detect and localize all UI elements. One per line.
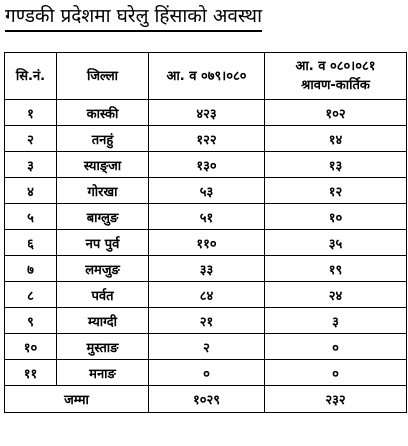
cell-year-a: २ [149,334,265,360]
header-sn: सि.नं. [5,53,57,100]
header-year-b [265,53,407,100]
cell-year-a: ५३ [149,178,265,204]
cell-year-a: ११० [149,230,265,256]
cell-district: गोरखा [57,178,149,204]
cell-district: पर्वत [57,282,149,308]
table-header-row [5,53,407,100]
cell-year-b: १३ [265,152,407,178]
cell-district: स्याङ्जा [57,152,149,178]
table-row [5,100,407,126]
cell-sn: ९ [5,308,57,334]
cell-year-b: ३५ [265,230,407,256]
table-row [5,334,407,360]
cell-year-b: १२ [265,178,407,204]
total-year-b: २३२ [265,386,407,413]
table-body [5,100,407,386]
table-row [5,178,407,204]
cell-sn: ३ [5,152,57,178]
table-row [5,282,407,308]
cell-district: म्याग्दी [57,308,149,334]
header-year-b-line2: श्रावण-कार्तिक [301,78,370,93]
cell-year-a: ० [149,360,265,386]
cell-sn: ८ [5,282,57,308]
cell-sn: ११ [5,360,57,386]
cell-year-b: ३ [265,308,407,334]
cell-sn: १ [5,100,57,126]
total-label: जम्मा [5,386,149,413]
cell-year-b: ० [265,360,407,386]
cell-district: मनाङ [57,360,149,386]
cell-year-b: ० [265,334,407,360]
cell-district: नप पुर्व [57,230,149,256]
cell-year-b: १९ [265,256,407,282]
cell-sn: ५ [5,204,57,230]
table-row [5,360,407,386]
table-row [5,204,407,230]
header-year-a: आ. व ०७९।०८० [149,53,265,100]
domestic-violence-table [4,52,407,413]
cell-year-a: ८४ [149,282,265,308]
table-row [5,126,407,152]
cell-year-a: २१ [149,308,265,334]
table-row [5,256,407,282]
cell-year-a: १२२ [149,126,265,152]
cell-year-b: १० [265,204,407,230]
cell-year-a: ५१ [149,204,265,230]
cell-sn: ६ [5,230,57,256]
cell-sn: २ [5,126,57,152]
header-year-b-line1: आ. व ०८०।०८१ [295,59,376,74]
cell-district: कास्की [57,100,149,126]
cell-year-a: ३३ [149,256,265,282]
page-title: गण्डकी प्रदेशमा घरेलु हिंसाको अवस्था [5,4,262,32]
table-row [5,152,407,178]
cell-year-b: २४ [265,282,407,308]
total-year-a: १०२९ [149,386,265,413]
cell-sn: ४ [5,178,57,204]
cell-district: बाग्लुङ [57,204,149,230]
cell-district: मुस्ताङ [57,334,149,360]
table-row [5,230,407,256]
cell-district: तनहुं [57,126,149,152]
total-row [5,386,407,413]
header-district: जिल्ला [57,53,149,100]
cell-year-a: १३० [149,152,265,178]
cell-year-a: ४२३ [149,100,265,126]
cell-sn: १० [5,334,57,360]
table-row [5,308,407,334]
cell-year-b: १४ [265,126,407,152]
cell-year-b: १०२ [265,100,407,126]
cell-sn: ७ [5,256,57,282]
cell-district: लमजुङ [57,256,149,282]
